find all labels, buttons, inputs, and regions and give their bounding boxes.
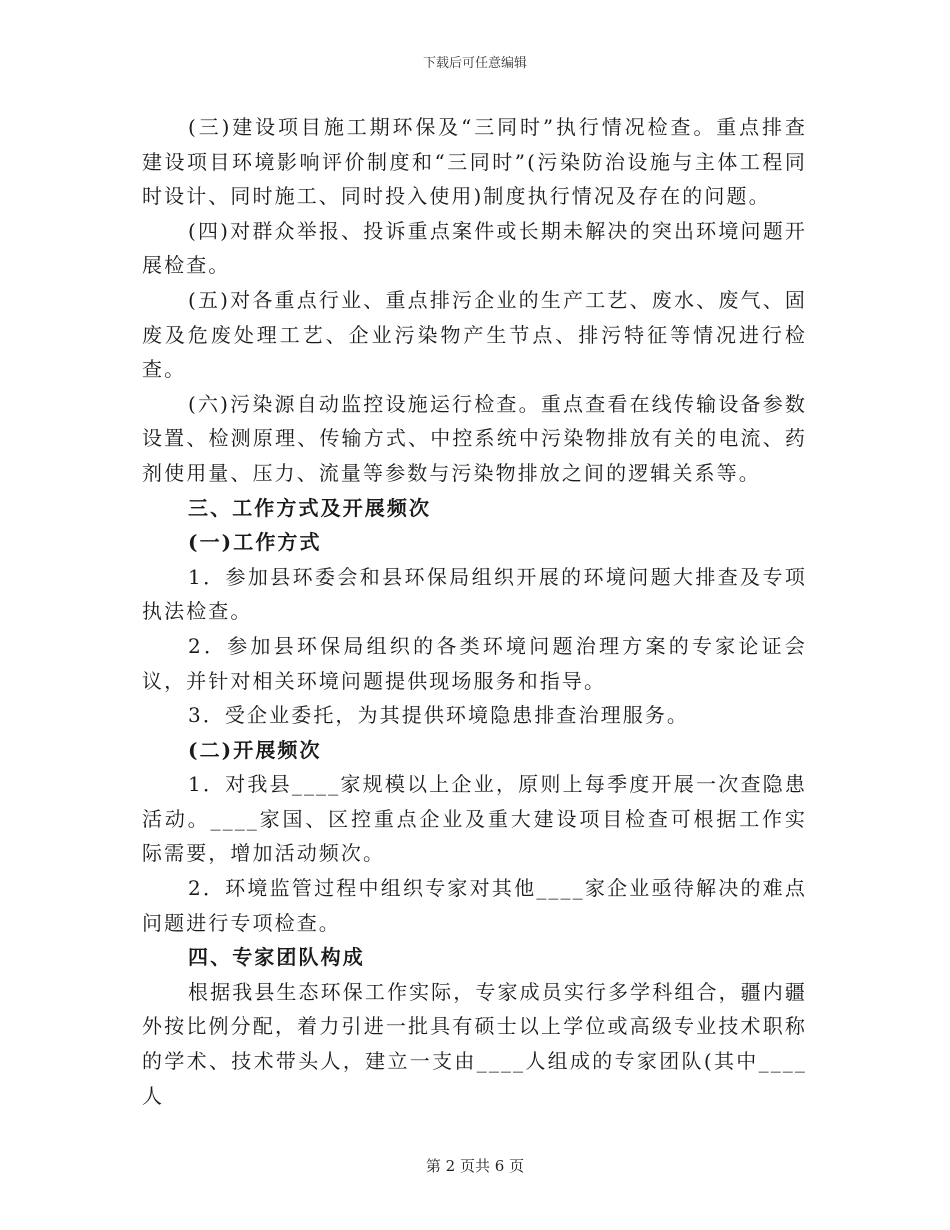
page-header: 下载后可任意编辑: [422, 56, 527, 71]
paragraph: (三)建设项目施工期环保及“三同时”执行情况检查。重点排查建设项目环境影响评价制度和“三同时”(污染防治设施与主体工程同时设计、同时施工、同时投入使用)制度执行情况及存在的问题。: [142, 115, 807, 209]
section-heading: 四、专家团队构成: [188, 945, 365, 970]
paragraph: 2．环境监管过程中组织专家对其他____家企业亟待解决的难点问题进行专项检查。: [142, 876, 807, 935]
paragraph: 3．受企业委托，为其提供环境隐患排查治理服务。: [188, 703, 690, 728]
paragraph: (四)对群众举报、投诉重点案件或长期未解决的突出环境问题开展检查。: [142, 218, 807, 278]
subsection-heading: (二)开展频次: [188, 737, 322, 762]
paragraph: 1．参加县环委会和县环保局组织开展的环境问题大排查及专项执法检查。: [142, 564, 807, 624]
paragraph: 1．对我县____家规模以上企业，原则上每季度开展一次查隐患活动。____家国、区控重点企业及重大建设项目检查可根据工作实际需要，增加活动频次。: [142, 772, 807, 866]
paragraph: 2．参加县环保局组织的各类环境问题治理方案的专家论证会议，并针对相关环境问题提供现场服务和指导。: [142, 633, 807, 693]
paragraph: (五)对各重点行业、重点排污企业的生产工艺、废水、废气、固废及危废处理工艺、企业污染物产生节点、排污特征等情况进行检查。: [142, 287, 807, 382]
paragraph: (六)污染源自动监控设施运行检查。重点查看在线传输设备参数设置、检测原理、传输方式、中控系统中污染物排放有关的电流、药剂使用量、压力、流量等参数与污染物排放之间的逻辑关系等。: [142, 391, 807, 485]
section-heading: 三、工作方式及开展频次: [188, 495, 432, 520]
subsection-heading: (一)工作方式: [188, 530, 322, 555]
paragraph: 根据我县生态环保工作实际，专家成员实行多学科组合，疆内疆外按比例分配，着力引进一批具有硕士以上学位或高级专业技术职称的学术、技术带头人，建立一支由____人组成的专家团队(其中____人: [142, 979, 807, 1108]
page-footer: 第 2 页共 6 页: [425, 1157, 525, 1175]
document-body: [142, 110, 807, 1113]
